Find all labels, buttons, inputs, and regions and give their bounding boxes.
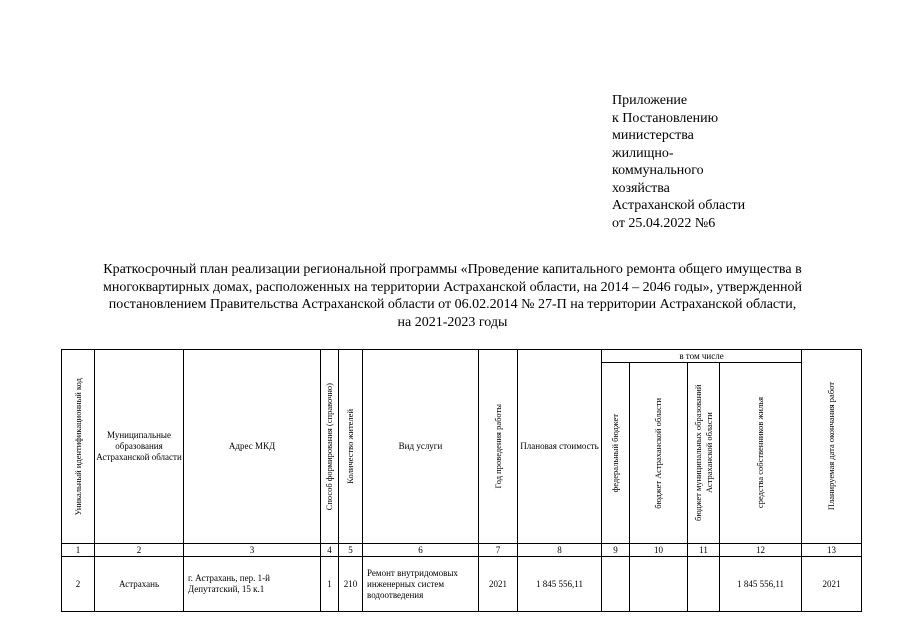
header-municipality: Муниципальные образования Астраханской области [95, 350, 184, 544]
cell-residents: 210 [339, 557, 363, 612]
column-number: 7 [479, 544, 518, 557]
header-service: Вид услуги [363, 350, 479, 544]
column-number: 8 [518, 544, 602, 557]
column-number: 11 [688, 544, 720, 557]
appendix-line: коммунального [612, 163, 704, 178]
column-number: 2 [95, 544, 184, 557]
title-line: на 2021-2023 годы [397, 314, 508, 330]
header-residents: Количество жителей [339, 350, 363, 544]
cell-end-date: 2021 [802, 557, 862, 612]
plan-table [61, 349, 862, 612]
column-number: 5 [339, 544, 363, 557]
column-number: 6 [363, 544, 479, 557]
cell-municipal [688, 557, 720, 612]
appendix-block [612, 92, 812, 232]
header-uid: Уникальный идентификационный код [62, 350, 95, 544]
cell-address: г. Астрахань, пер. 1-й Депутатский, 15 к.1 [184, 557, 321, 612]
table-row [62, 557, 862, 612]
appendix-line: министерства [612, 128, 694, 143]
header-owners: средства собственников жилья [720, 363, 802, 544]
appendix-line: от 25.04.2022 №6 [612, 215, 716, 231]
appendix-line: жилищно- [612, 145, 674, 161]
header-year: Год проведения работы [479, 350, 518, 544]
column-number: 10 [630, 544, 688, 557]
column-number: 3 [184, 544, 321, 557]
header-municipal: бюджет муниципальных образований Астраханской области [688, 363, 720, 544]
column-number-row [62, 544, 862, 557]
appendix-line: Астраханской области [612, 198, 746, 213]
cell-year: 2021 [479, 557, 518, 612]
header-method: Способ формирования (справочно) [321, 350, 339, 544]
column-number: 1 [62, 544, 95, 557]
cell-method: 1 [321, 557, 339, 612]
appendix-line: хозяйства [612, 180, 670, 196]
appendix-line: к Постановлению [612, 110, 719, 126]
column-number: 13 [802, 544, 862, 557]
title-line: Краткосрочный план реализации региональной программы «Проведение капитального ремонта общего имущества в [103, 262, 802, 277]
cell-federal [602, 557, 630, 612]
cell-owners: 1 845 556,11 [720, 557, 802, 612]
header-including: в том числе [602, 350, 802, 363]
title-line: постановлением Правительства Астраханской области от 06.02.2014 № 27-П на территории Астраханской области, [108, 297, 797, 312]
header-address: Адрес МКД [184, 350, 321, 544]
header-federal: федеральный бюджет [602, 363, 630, 544]
cell-uid: 2 [62, 557, 95, 612]
header-regional: бюджет Астраханской области [630, 363, 688, 544]
header-row [62, 350, 862, 363]
cell-cost: 1 845 556,11 [518, 557, 602, 612]
cell-service: Ремонт внутридомовых инженерных систем водоотведения [363, 557, 479, 612]
header-cost: Плановая стоимость [518, 350, 602, 544]
document-title [60, 261, 845, 331]
appendix-line: Приложение [612, 93, 688, 108]
column-number: 9 [602, 544, 630, 557]
cell-regional [630, 557, 688, 612]
cell-municipality: Астрахань [95, 557, 184, 612]
column-number: 4 [321, 544, 339, 557]
column-number: 12 [720, 544, 802, 557]
title-line: многоквартирных домах, расположенных на территории Астраханской области, на 2014 – 2046 годы», утвержденной [103, 279, 802, 295]
header-end-date: Планируемая дата окончания работ [802, 350, 862, 544]
